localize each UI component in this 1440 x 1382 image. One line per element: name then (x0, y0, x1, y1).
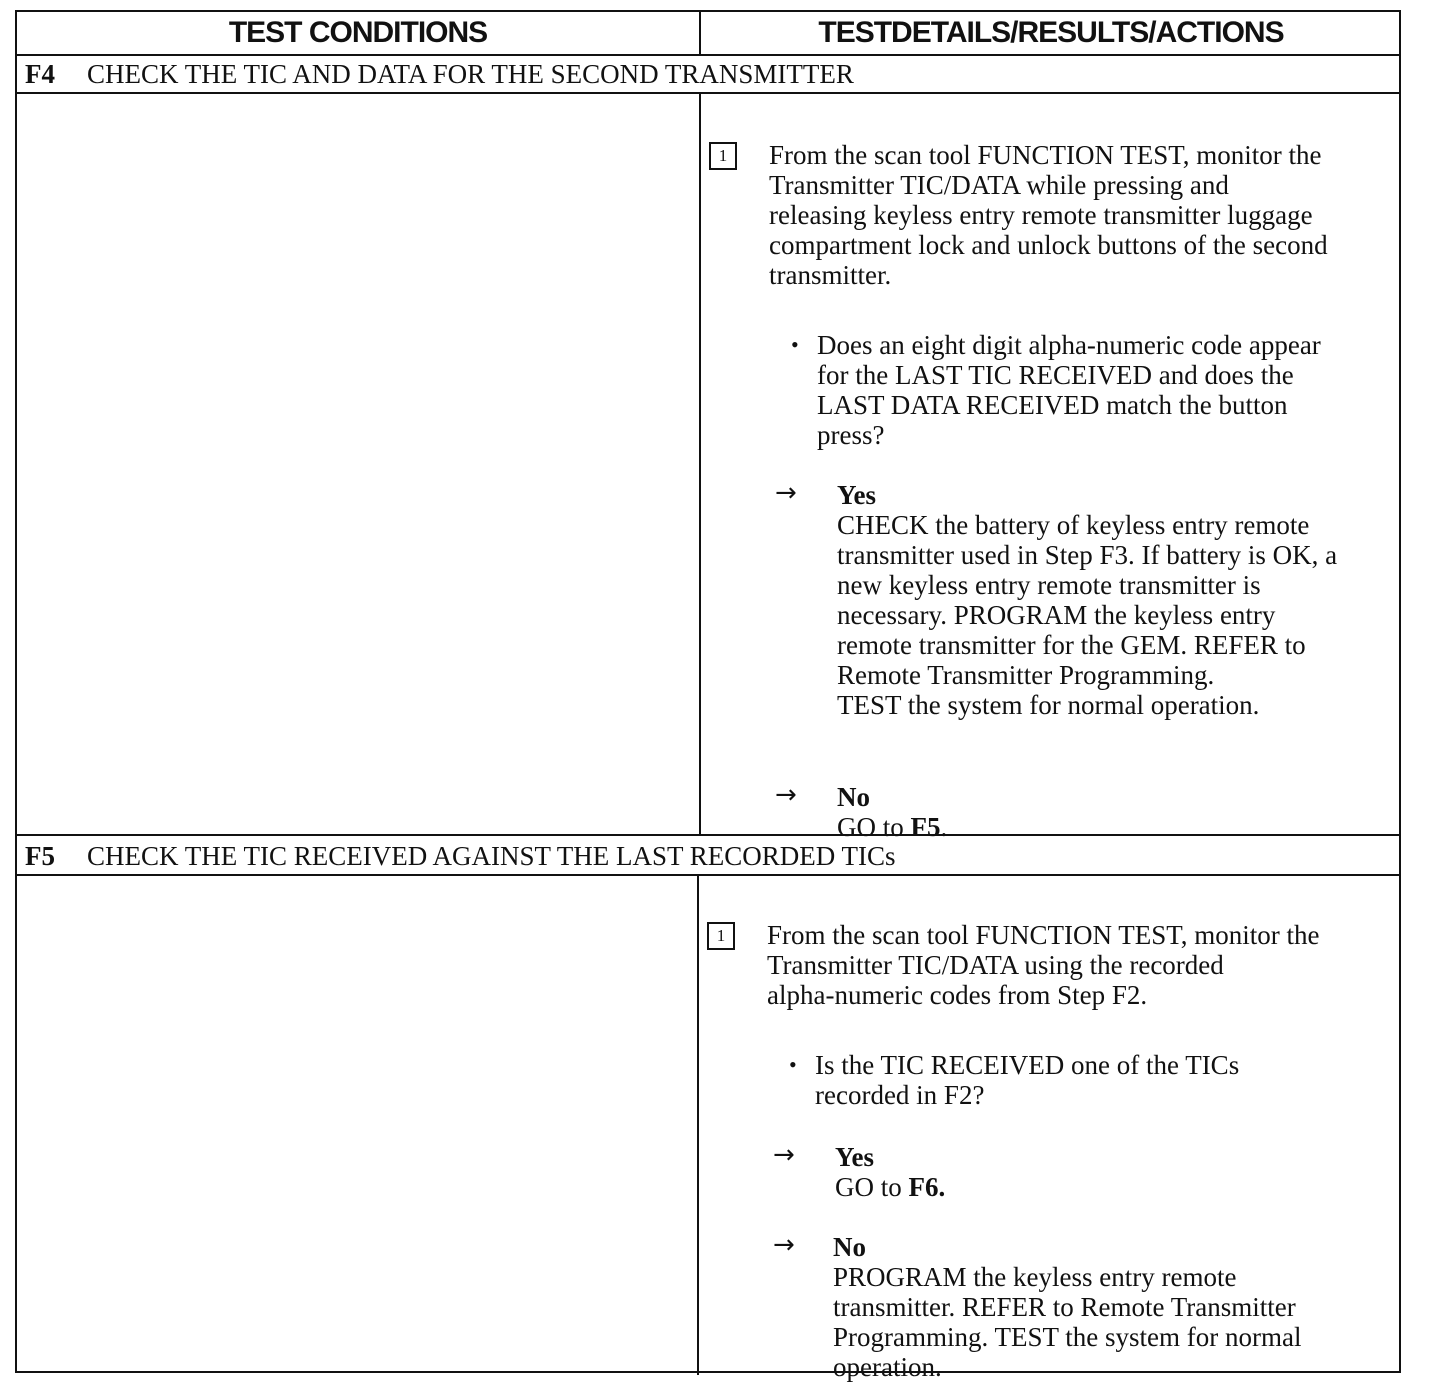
no-suffix: . (940, 812, 948, 842)
yes-label: Yes (837, 480, 876, 510)
question-text (815, 1050, 1239, 1110)
section-f4-heading (17, 54, 1399, 94)
no-line: PROGRAM the keyless entry remote (833, 1262, 1237, 1292)
arrow-right-icon: → (773, 1230, 795, 1260)
section-code: F4 (25, 59, 55, 89)
yes-line (835, 1172, 945, 1202)
no-prefix: GO to (837, 812, 911, 842)
question-line: Is the TIC RECEIVED one of the TICs (815, 1050, 1240, 1080)
yes-line: necessary. PROGRAM the keyless entry (837, 600, 1276, 630)
instruction-line: alpha-numeric codes from Step F2. (767, 980, 1148, 1010)
instruction-line: releasing keyless entry remote transmitter luggage (769, 200, 1313, 230)
section-title: CHECK THE TIC RECEIVED AGAINST THE LAST RECORDED TICs (87, 841, 896, 871)
yes-outcome (835, 1142, 945, 1202)
section-title: CHECK THE TIC AND DATA FOR THE SECOND TRANSMITTER (87, 59, 854, 89)
table-header (17, 12, 1399, 56)
question-text (817, 330, 1321, 450)
instruction-line: From the scan tool FUNCTION TEST, monitor the (767, 920, 1320, 950)
bullet-icon: • (789, 1052, 797, 1077)
header-divider (699, 12, 701, 54)
question-line: LAST DATA RECEIVED match the button (817, 390, 1288, 420)
no-outcome (833, 1232, 1301, 1382)
no-line: operation. (833, 1352, 942, 1382)
yes-prefix: GO to (835, 1172, 909, 1202)
arrow-right-icon: → (775, 478, 797, 508)
question-line: for the LAST TIC RECEIVED and does the (817, 360, 1294, 390)
no-reference: F5 (910, 812, 941, 842)
no-label: No (833, 1232, 866, 1262)
arrow-right-icon: → (775, 780, 797, 810)
header-test-conditions: TEST CONDITIONS (228, 16, 488, 49)
step-number-box: 1 (709, 142, 737, 170)
yes-reference: F6. (908, 1172, 946, 1202)
step-instruction (769, 140, 1328, 290)
yes-line: TEST the system for normal operation. (837, 690, 1260, 720)
section-f5-details (701, 876, 1401, 1382)
question-line: press? (817, 420, 885, 450)
no-line: Programming. TEST the system for normal (833, 1322, 1302, 1352)
yes-line: remote transmitter for the GEM. REFER to (837, 630, 1306, 660)
question-line: Does an eight digit alpha-numeric code appear (817, 330, 1321, 360)
no-outcome (837, 782, 947, 842)
instruction-line: Transmitter TIC/DATA while pressing and (769, 170, 1229, 200)
no-label: No (837, 782, 870, 812)
instruction-line: transmitter. (769, 260, 892, 290)
instruction-line: Transmitter TIC/DATA using the recorded (767, 950, 1224, 980)
instruction-line: compartment lock and unlock buttons of the second (769, 230, 1328, 260)
question-line: recorded in F2? (815, 1080, 985, 1110)
yes-outcome (837, 480, 1337, 720)
no-line: transmitter. REFER to Remote Transmitter (833, 1292, 1296, 1322)
column-divider-f5 (697, 876, 699, 1375)
bullet-icon: • (791, 332, 799, 357)
diagnostic-table (15, 10, 1401, 1382)
section-code: F5 (25, 841, 55, 871)
yes-label: Yes (835, 1142, 874, 1172)
yes-line: CHECK the battery of keyless entry remote (837, 510, 1310, 540)
section-f5-heading (17, 834, 1399, 876)
yes-line: transmitter used in Step F3. If battery is OK, a (837, 540, 1338, 570)
instruction-line: From the scan tool FUNCTION TEST, monitor the (769, 140, 1322, 170)
yes-line: new keyless entry remote transmitter is (837, 570, 1261, 600)
section-f4-details (701, 94, 1401, 842)
step-instruction (767, 920, 1319, 1010)
header-test-details: TESTDETAILS/RESULTS/ACTIONS (818, 16, 1284, 49)
yes-line: Remote Transmitter Programming. (837, 660, 1215, 690)
step-number-box: 1 (707, 922, 735, 950)
arrow-right-icon: → (773, 1140, 795, 1170)
